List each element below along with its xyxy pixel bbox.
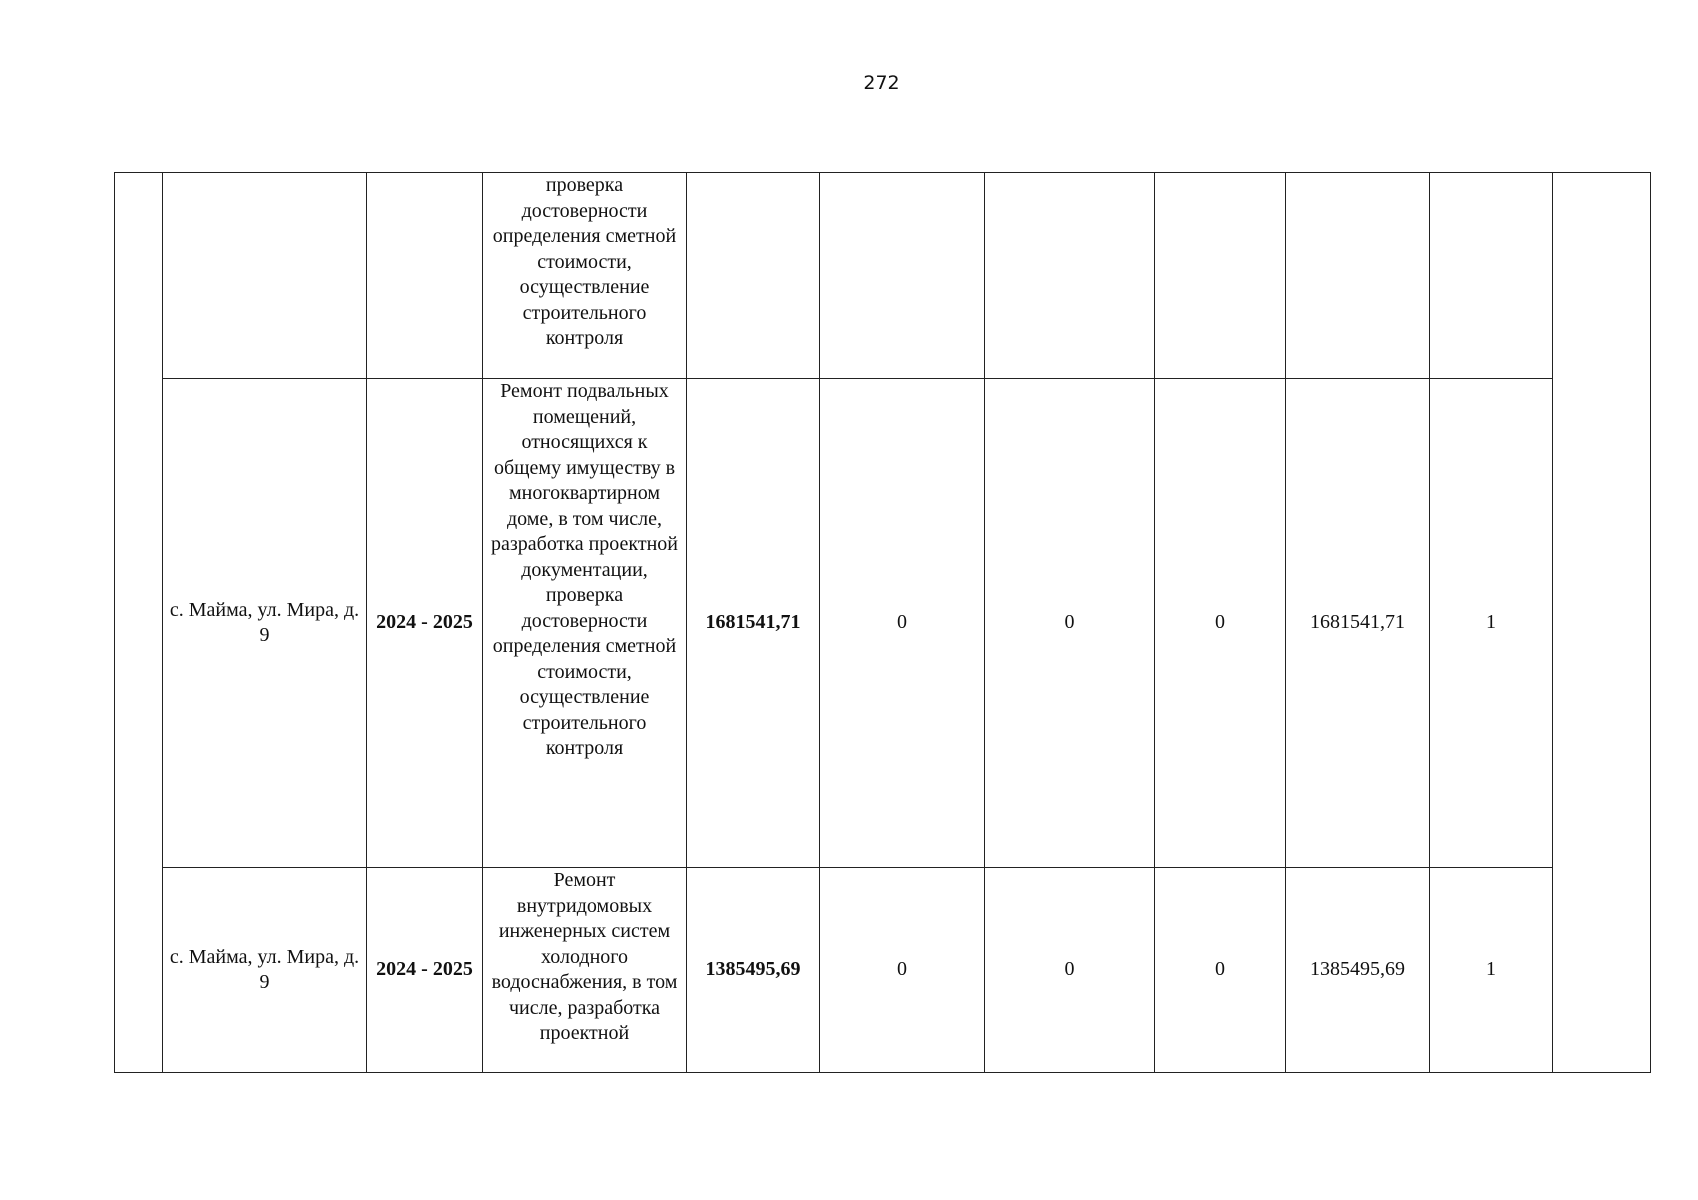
quantity-cell: 1: [1430, 379, 1553, 868]
fund-cell: 0: [1155, 379, 1286, 868]
total-cost-cell: 1385495,69: [687, 868, 820, 1073]
total-cost-cell: [687, 173, 820, 379]
quantity-cell: [1430, 173, 1553, 379]
address-cell: [163, 173, 367, 379]
period-cell: 2024 - 2025: [367, 868, 483, 1073]
owner-funds-cell: 1385495,69: [1286, 868, 1430, 1073]
page-number: 272: [863, 72, 900, 94]
work-description-cell: проверка достоверности определения сметной стоимости, осуществление строительного контроля: [483, 173, 687, 379]
period-cell: [367, 173, 483, 379]
owner-funds-cell: [1286, 173, 1430, 379]
fund-cell: 0: [1155, 868, 1286, 1073]
period-cell: 2024 - 2025: [367, 379, 483, 868]
address-cell: с. Майма, ул. Мира, д. 9: [163, 868, 367, 1073]
fund-cell: 0: [820, 379, 985, 868]
index-cell: [115, 173, 163, 1073]
owner-funds-cell: 1681541,71: [1286, 379, 1430, 868]
table-row: [115, 173, 1651, 379]
table-row: [115, 379, 1651, 868]
table-row: [115, 868, 1651, 1073]
fund-cell: 0: [820, 868, 985, 1073]
fund-cell: 0: [985, 379, 1155, 868]
work-description-cell: Ремонт подвальных помещений, относящихся к общему имуществу в многоквартирном доме, в том числе, разработка проектной документации, проверка достоверности определения сметной стоимости, осуществление строительного контроля: [483, 379, 687, 868]
quantity-cell: 1: [1430, 868, 1553, 1073]
fund-cell: [985, 173, 1155, 379]
document-table: [114, 172, 1651, 1073]
address-cell: с. Майма, ул. Мира, д. 9: [163, 379, 367, 868]
fund-cell: [1155, 173, 1286, 379]
last-column-cell: [1553, 173, 1651, 1073]
fund-cell: 0: [985, 868, 1155, 1073]
work-description-cell: Ремонт внутридомовых инженерных систем холодного водоснабжения, в том числе, разработка проектной: [483, 868, 687, 1073]
fund-cell: [820, 173, 985, 379]
total-cost-cell: 1681541,71: [687, 379, 820, 868]
